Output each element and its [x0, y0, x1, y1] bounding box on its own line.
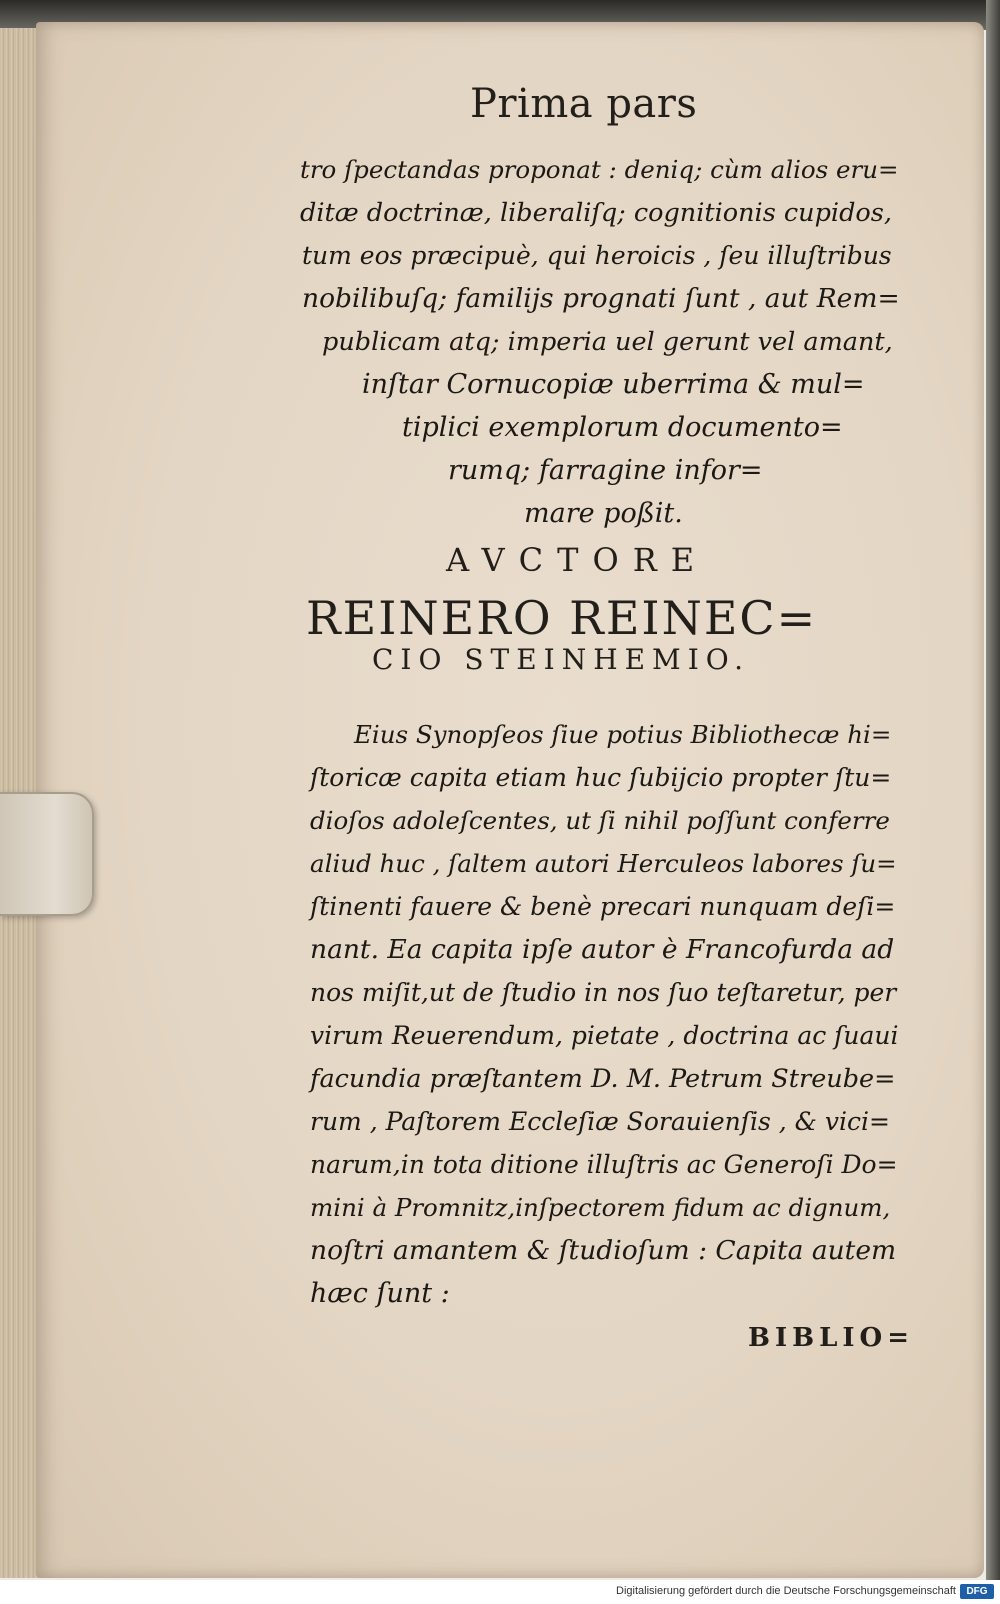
- body-line-4: aliud huc , ſaltem autori Herculeos labores ſu=: [310, 849, 897, 878]
- dfg-logo-icon: DFG: [960, 1584, 994, 1599]
- body-line-7: nos miſit,ut de ſtudio in nos ſuo teſtaretur, per: [310, 978, 897, 1007]
- body-line-2: ſtoricæ capita etiam huc ſubijcio propter ſtu=: [310, 763, 892, 792]
- catchword: BIBLIO=: [748, 1323, 914, 1353]
- body-line-11: narum,in tota ditione illuſtris ac Generoſi Do=: [310, 1150, 898, 1179]
- body-line-3: dioſos adoleſcentes, ut ſi nihil poſſunt conferre: [310, 806, 890, 835]
- intro-line-8: rumq; farragine infor=: [448, 455, 763, 486]
- body-line-1: Eius Synopſeos ſiue potius Bibliothecæ hi=: [354, 720, 892, 749]
- intro-line-2: ditæ doctrinæ, liberaliſq; cognitionis cupidos,: [300, 198, 892, 228]
- page-clasp: [0, 792, 94, 916]
- footer-credit: Digitalisierung gefördert durch die Deutsche Forschungsgemeinschaft: [616, 1585, 956, 1597]
- body-line-8: virum Reuerendum, pietate , doctrina ac ſuaui: [310, 1021, 899, 1050]
- intro-line-7: tiplici exemplorum documento=: [402, 412, 843, 443]
- body-line-9: facundia præſtantem D. M. Petrum Streube=: [310, 1064, 896, 1094]
- body-line-10: rum , Paſtorem Eccleſiæ Sorauienſis , & vici=: [310, 1107, 890, 1136]
- author-name: REINERO REINEC=: [306, 591, 818, 645]
- running-head: Prima pars: [470, 81, 698, 127]
- author-name-continued: CIO STEINHEMIO.: [372, 643, 750, 676]
- intro-line-9: mare poßit.: [524, 498, 683, 529]
- intro-line-5: publicam atq; imperia uel gerunt vel amant,: [322, 327, 893, 357]
- body-line-6: nant. Ea capita ipſe autor è Francofurda ad: [310, 934, 895, 965]
- body-line-13: noſtri amantem & ſtudioſum : Capita autem: [310, 1235, 897, 1266]
- intro-line-6: inſtar Cornucopiæ uberrima & mul=: [362, 369, 865, 400]
- author-label: AVCTORE: [446, 541, 709, 579]
- intro-line-4: nobilibuſq; familijs prognati ſunt , aut Rem=: [302, 283, 900, 314]
- body-line-5: ſtinenti fauere & benè precari nunquam deſi=: [310, 892, 896, 921]
- intro-line-3: tum eos præcipuè, qui heroicis , ſeu illuſtribus: [302, 241, 892, 270]
- intro-line-1: tro ſpectandas proponat : deniq; cùm alios eru=: [300, 155, 899, 184]
- body-line-14: hæc ſunt :: [310, 1278, 450, 1309]
- book-right-edge: [986, 0, 1000, 1580]
- body-line-12: mini à Promnitz,inſpectorem fidum ac dignum,: [310, 1193, 891, 1222]
